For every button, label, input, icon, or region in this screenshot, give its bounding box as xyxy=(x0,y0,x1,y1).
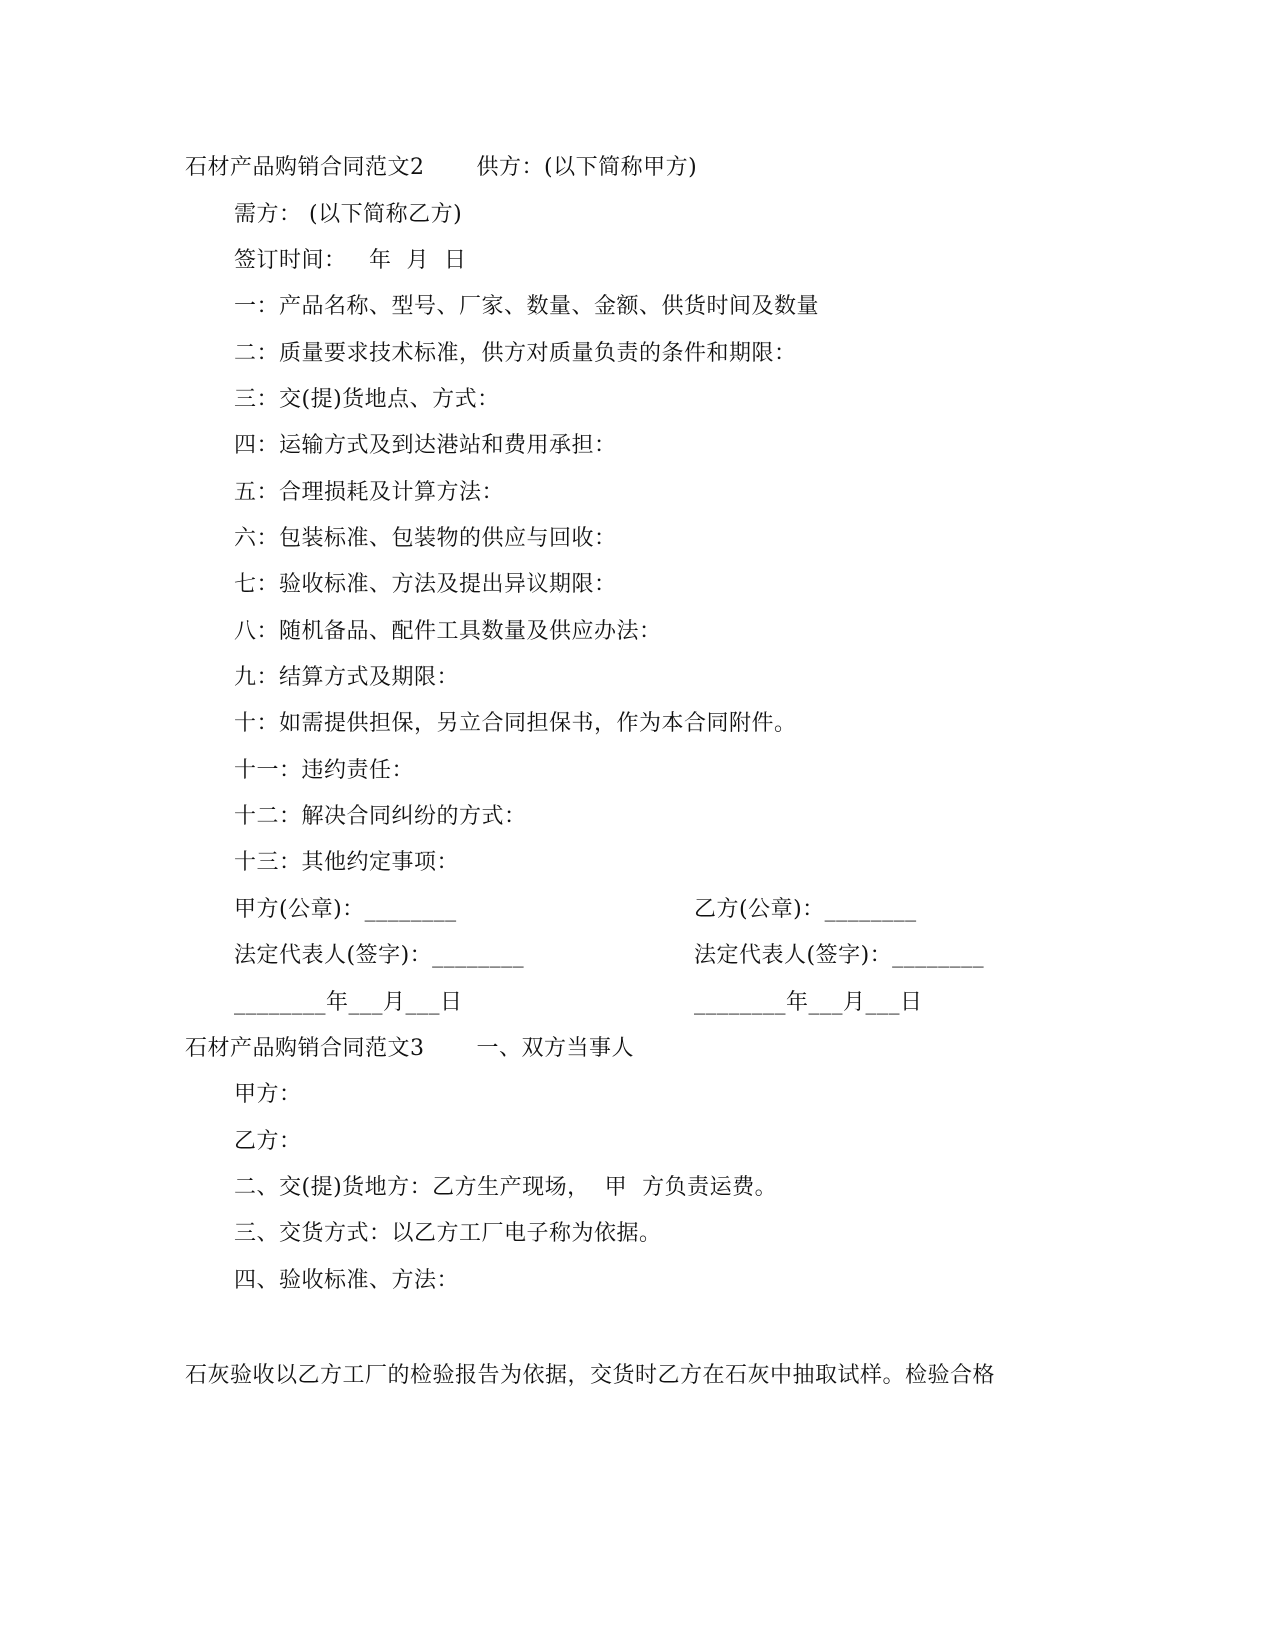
party-b-date: ________年___月___日 xyxy=(694,990,923,1015)
clause-8: 八：随机备品、配件工具数量及供应办法： xyxy=(234,619,662,644)
party-a-representative: 法定代表人(签字)：________ xyxy=(234,943,525,968)
clause-9: 九：结算方式及期限： xyxy=(234,665,460,690)
section3-heading: 一、双方当事人 xyxy=(476,1036,635,1061)
section3-clause-2: 二、交(提)货地方：乙方生产现场， 甲 方负责运费。 xyxy=(234,1175,778,1200)
clause-4: 四：运输方式及到达港站和费用承担： xyxy=(234,433,617,458)
clause-13: 十三：其他约定事项： xyxy=(234,850,460,875)
supplier-line: 供方：(以下简称甲方) xyxy=(476,155,698,180)
body-paragraph: 石灰验收以乙方工厂的检验报告为依据，交货时乙方在石灰中抽取试样。检验合格 xyxy=(185,1363,996,1388)
party-a-date: ________年___月___日 xyxy=(234,990,463,1015)
clause-6: 六：包装标准、包装物的供应与回收： xyxy=(234,526,617,551)
clause-2: 二：质量要求技术标准，供方对质量负责的条件和期限： xyxy=(234,341,797,366)
party-a-seal: 甲方(公章)：________ xyxy=(234,897,457,922)
section3-party-b: 乙方： xyxy=(234,1129,302,1154)
section3-title-line xyxy=(185,1034,634,1064)
party-b-representative: 法定代表人(签字)：________ xyxy=(694,943,985,968)
section3-party-a: 甲方： xyxy=(234,1082,302,1107)
section3-clause-4: 四、验收标准、方法： xyxy=(234,1268,460,1293)
clause-10: 十：如需提供担保，另立合同担保书，作为本合同附件。 xyxy=(234,711,797,736)
party-b-seal: 乙方(公章)：________ xyxy=(694,897,917,922)
section3-clause-3: 三、交货方式：以乙方工厂电子称为依据。 xyxy=(234,1221,662,1246)
clause-7: 七：验收标准、方法及提出异议期限： xyxy=(234,572,617,597)
clause-12: 十二：解决合同纠纷的方式： xyxy=(234,804,527,829)
clause-5: 五：合理损耗及计算方法： xyxy=(234,480,505,505)
section2-title-line xyxy=(185,153,697,183)
clause-1: 一：产品名称、型号、厂家、数量、金额、供货时间及数量 xyxy=(234,294,820,319)
section2-title: 石材产品购销合同范文2 xyxy=(185,155,425,180)
clause-11: 十一：违约责任： xyxy=(234,758,415,783)
buyer-line: 需方： (以下简称乙方) xyxy=(234,202,463,227)
clause-3: 三：交(提)货地点、方式： xyxy=(234,387,500,412)
section3-title: 石材产品购销合同范文3 xyxy=(185,1036,425,1061)
sign-time-line: 签订时间： 年 月 日 xyxy=(234,248,467,273)
